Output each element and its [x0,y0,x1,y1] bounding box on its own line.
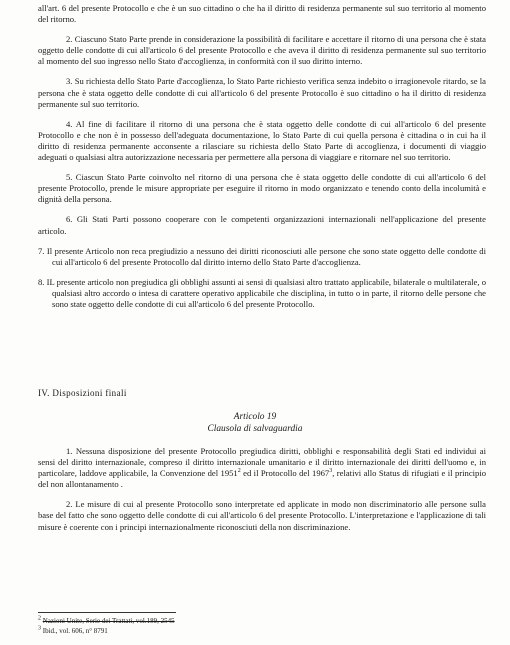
art19-paragraph-2: 2. Le misure di cui al presente Protocollo sono interpretate ed applicate in modo non discriminatorio alle persone sulla base del fatto che sono oggetto delle condotte di cui all'articolo 6 del presente Protocollo. L'interpretazione e l'applicazione di tali misure è coerente con i principi internazionalmente riconosciuti della non discriminazione. [38,499,486,532]
paragraph-3: 3. Su richiesta dello Stato Parte d'accoglienza, lo Stato Parte richiesto verifica senza indebito o irragionevole ritardo, se la persona che è stata oggetto delle condotte di cui all'articolo 6 del presente Protocollo è suo cittadino o ha il diritto di residenza permanente sul suo territorio. [38,76,486,109]
paragraph-5: 5. Ciascun Stato Parte coinvolto nel ritorno di una persona che è stata oggetto delle condotte di cui all'articolo 6 del presente Protocollo, prende le misure appropriate per eseguire il ritorno in modo organizzato e tenendo conto della incolumità e dignità della persona. [38,172,486,205]
footnote-2: $^3$ Ibid., vol. 606, n° 8791 [38,625,108,635]
article-19-body [38,446,486,533]
article-title: Articolo 19 [233,412,277,422]
paragraph-6: 6. Gli Stati Parti possono cooperare con le competenti organizzazioni internazionali nell'applicazione del presente articolo. [38,214,486,236]
article-subtitle: Clausola di salvaguardia [207,424,303,434]
paragraph-continuation: all'art. 6 del presente Protocollo e che è un suo cittadino o che ha il diritto di residenza permanente sul suo territorio al momento del ritorno. [38,3,486,25]
article-18-body [38,3,486,310]
footnote-divider [38,612,176,613]
paragraph-2: 2. Ciascuno Stato Parte prende in considerazione la possibilità di facilitare e accettare il ritorno di una persona che è stata oggetto delle condotte di cui all'articolo 6 del presente Protocollo e che aveva il diritto di residenza permanente sul suo territorio al momento del suo ingresso nello Stato d'accoglienza, in conformità con il suo diritto interno. [38,34,486,67]
art19-paragraph-1: 1. Nessuna disposizione del presente Protocollo pregiudica diritti, obblighi e responsabilità degli Stati ed individui ai sensi del diritto internazionale, compreso il diritto internazionale umanitario e il diritto internazionale dei diritti dell'uomo e, in particolare, laddove applicabile, la Convenzione del 1951$^2$ ed il Protocollo del 1967$^3$, relativi allo Status di rifugiati e il principio del non allontanamento . [38,446,486,490]
section-heading: IV. Disposizioni finali [38,388,127,398]
footnote-ref-3: 3 [329,468,333,475]
paragraph-4: 4. Al fine di facilitare il ritorno di una persona che è stata oggetto delle condotte di cui all'articolo 6 del presente Protocollo e che non è in possesso dell'adeguata documentazione, lo Stato Parte di cui quella persona è cittadina o in cui ha il diritto di residenza permanente acconsente a rilasciare su richiesta dello Stato Parte di accoglienza, i documenti di viaggio adeguati o qualsiasi altra autorizzazione necessaria per permettere alla persona di viaggiare e ritornare nel suo territorio. [38,118,486,163]
footnote-ref-2: 2 [237,468,241,475]
paragraph-7: 7. Il presente Articolo non reca pregiudizio a nessuno dei diritti riconosciuti alle persone che sono state oggetto delle condotte di cui all'articolo 6 del presente Protocollo dal diritto interno dello Stato Parte d'accoglienza. [38,245,486,267]
paragraph-8: 8. IL presente articolo non pregiudica gli obblighi assunti ai sensi di qualsiasi altro trattato applicabile, bilaterale o multilaterale, o qualsiasi altro accordo o intesa di carattere operativo applicabile che disciplina, in tutto o in parte, il ritorno delle persone che sono state oggetto delle condotte di cui all'articolo 6 del presente Protocollo. [38,276,486,309]
footnote-1: $^2$ Nazioni Unite, Serie dei Trattati, vol.189, 2545 [38,615,175,625]
